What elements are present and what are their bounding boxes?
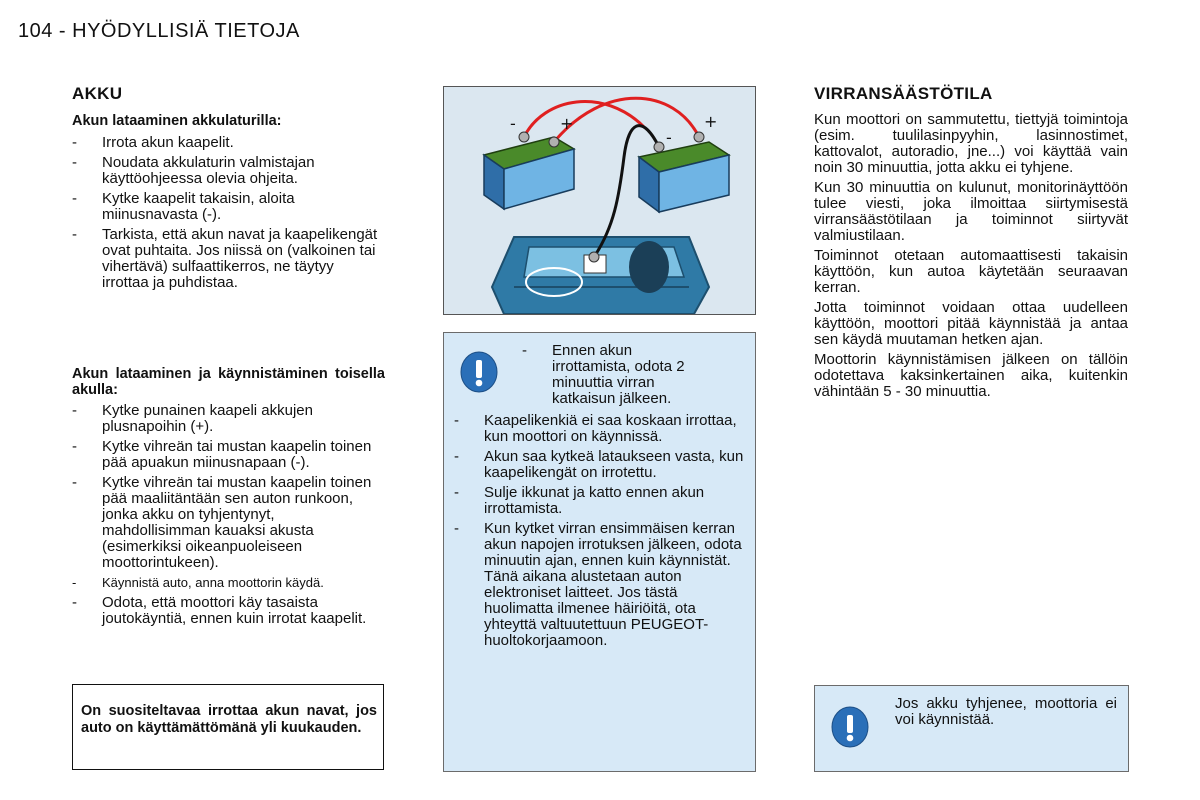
list-item: - Akun saa kytkeä lataukseen vasta, kun kaapelikengät on irrotettu. (454, 449, 744, 481)
list-item: - Käynnistä auto, anna moottorin käydä. (72, 575, 384, 591)
plus-symbol-left: + (560, 114, 574, 133)
list-item: - Irrota akun kaapelit. (72, 135, 384, 151)
storage-note-box (72, 684, 384, 770)
warning-icon (460, 351, 498, 398)
paragraph: Kun moottori on sammutettu, tiettyjä toimintoja (esim. tuulilasinpyyhin, lasinnostimet, kattovalot, autoradio, jne...) voi käyttää vain noin 30 minuuttia, jotta akku ei tyhjene. (814, 111, 1128, 176)
charger-steps-list (72, 135, 384, 295)
list-item: - Tarkista, että akun navat ja kaapelikengät ovat puhtaita. Jos niissä on (valkoinen tai vihertävä) sulfaattikerros, ne täytyy irrottaa ja puhdistaa. (72, 227, 384, 291)
list-item: - Kytke vihreän tai mustan kaapelin toinen pää maaliitäntään sen auton runkoon, jonka akku on tyhjentynyt, mahdollisimman kauaksi akusta (esimerkiksi oikeanpuoleiseen moottorintukeen). (72, 475, 384, 571)
warning-first-list (522, 343, 712, 411)
section-title-akku: AKKU (72, 84, 123, 103)
jump-steps-list (72, 403, 384, 631)
list-item: - Ennen akun irrottamista, odota 2 minuuttia virran katkaisun jälkeen. (522, 343, 712, 407)
list-item: - Kytke kaapelit takaisin, aloita miinusnavasta (-). (72, 191, 384, 223)
list-item: - Odota, että moottori käy tasaista joutokäyntiä, ennen kuin irrotat kaapelit. (72, 595, 384, 627)
subtitle-jump-start: Akun lataaminen ja käynnistäminen toisella akulla: (72, 366, 385, 398)
list-item: - Noudata akkulaturin valmistajan käyttöohjeessa olevia ohjeita. (72, 155, 384, 187)
battery-warning-box (443, 332, 756, 772)
list-item: - Kaapelikenkiä ei saa koskaan irrottaa, kun moottori on käynnissä. (454, 413, 744, 445)
power-saving-text (814, 112, 1128, 404)
list-item: - Kytke vihreän tai mustan kaapelin toinen pää apuakun miinusnapaan (-). (72, 439, 384, 471)
minus-symbol-right: - (666, 128, 672, 147)
minus-symbol-left: - (510, 114, 516, 133)
section-title-virransaasto: VIRRANSÄÄSTÖTILA (814, 84, 993, 103)
storage-note-text: On suositeltavaa irrottaa akun navat, jos auto on käyttämättömänä yli kuukauden. (81, 703, 377, 736)
jump-start-illustration (443, 86, 756, 315)
paragraph: Moottorin käynnistämisen jälkeen on tällöin odotettava kaksinkertainen aika, kuitenkin vähintään 5 - 30 minuuttia. (814, 351, 1128, 400)
list-item: - Kytke punainen kaapeli akkujen plusnapoihin (+). (72, 403, 384, 435)
warning-icon (831, 706, 869, 753)
subtitle-charger: Akun lataaminen akkulaturilla: (72, 113, 282, 129)
list-item: - Sulje ikkunat ja katto ennen akun irrottamista. (454, 485, 744, 517)
page-title: 104 - HYÖDYLLISIÄ TIETOJA (18, 20, 300, 42)
battery-empty-warning-text: Jos akku tyhjenee, moottoria ei voi käynnistää. (895, 695, 1117, 728)
battery-illustration (444, 87, 755, 314)
warning-list (454, 413, 744, 653)
battery-empty-warning-box (814, 685, 1129, 772)
paragraph: Jotta toiminnot voidaan ottaa uudelleen käyttöön, moottori pitää käynnistää ja antaa sen käydä muutaman hetken ajan. (814, 299, 1128, 348)
paragraph: Toiminnot otetaan automaattisesti takaisin käyttöön, kun autoa käytetään seuraavan kerran. (814, 247, 1128, 296)
plus-symbol-right: + (704, 112, 718, 131)
list-item: - Kun kytket virran ensimmäisen kerran akun napojen irrotuksen jälkeen, odota minuutin ajan, ennen kuin käynnistät. Tänä aikana alustetaan auton elektroniset laitteet. Jos tästä huolimatta ilmenee häiriöitä, ota yhteyttä valtuutettuun PEUGEOT-huoltokorjaamoon. (454, 521, 744, 649)
paragraph: Kun 30 minuuttia on kulunut, monitorinäyttöön tulee viesti, joka ilmoittaa siirtymisestä virransäästötilaan ja toiminnot siirtyvät valmiustilaan. (814, 179, 1128, 244)
